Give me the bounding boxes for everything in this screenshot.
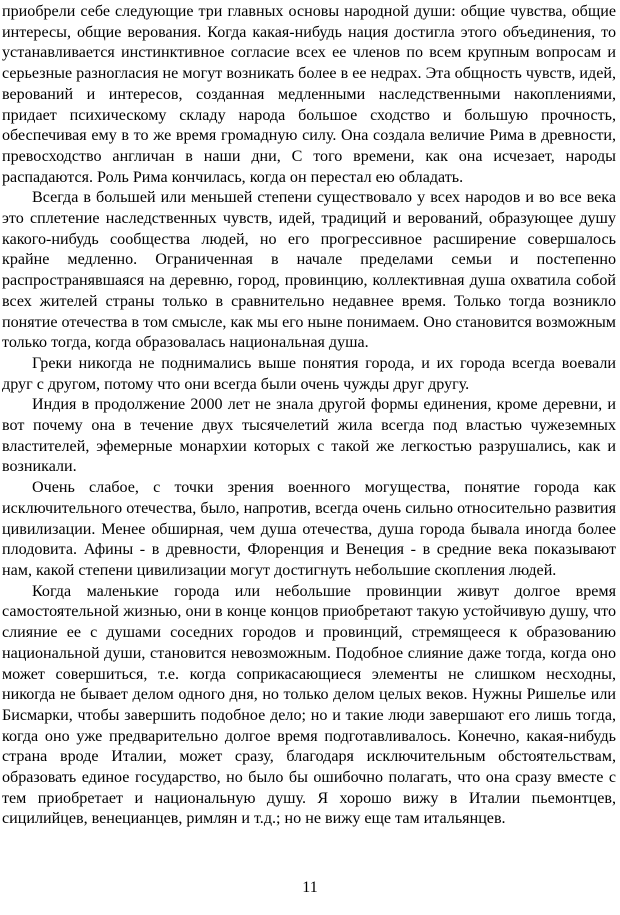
page-number: 11	[302, 879, 318, 896]
paragraph: Когда маленькие города или небольшие провинции живут долгое время самостоятельной жизнью, они в конце концов приобретают такую устойчивую душу, что слияние ее с душами соседних городов и провинций, стремящееся к образованию национальной души, становится невозможным. Подобное слияние даже тогда, когда оно может совершиться, т.е. когда соприкасающиеся элементы не слишком несходны, никогда не бывает делом одного дня, но только делом целых веков. Нужны Ришелье или Бисмарки, чтобы завершить подобное дело; но и такие люди завершают его лишь тогда, когда оно уже предварительно долгое время подготавливалось. Конечно, какая-нибудь страна вроде Италии, может сразу, благодаря исключительным обстоятельствам, образовать единое государство, но было бы ошибочно полагать, что она сразу вместе с тем приобретает и национальную душу. Я хорошо вижу в Италии пьемонтцев, сицилийцев, венецианцев, римлян и т.д.; но не вижу еще там итальянцев.	[2, 582, 616, 828]
paragraph: Очень слабое, с точки зрения военного могущества, понятие города как исключительного отечества, было, напротив, всегда очень сильно относительно развития цивилизации. Менее обширная, чем душа отечества, душа города бывала иногда более плодовита. Афины - в древности, Флоренция и Венеция - в средние века показывают нам, какой степени цивилизации могут достигнуть небольшие скопления людей.	[2, 479, 616, 579]
body-text	[2, 2, 616, 830]
paragraph: Греки никогда не поднимались выше понятия города, и их города всегда воевали друг с другом, потому что они всегда были очень чужды друг другу.	[2, 354, 616, 393]
paragraph: приобрели себе следующие три главных основы народной души: общие чувства, общие интересы, общие верования. Когда какая-нибудь нация достигла этого объединения, то устанавливается инстинктивное согласие всех ее членов по всем крупным вопросам и серьезные разногласия не могут возникать более в ее недрах. Эта общность чувств, идей, верований и интересов, созданная медленными наследственными накоплениями, придает психическому складу народа большое сходство и большую прочность, обеспечивая ему в то же время громадную силу. Она создала величие Рима в древности, превосходство англичан в наши дни, С того времени, как она исчезает, народы распадаются. Роль Рима кончилась, когда он перестал ею обладать.	[2, 3, 616, 186]
paragraph: Индия в продолжение 2000 лет не знала другой формы единения, кроме деревни, и вот почему она в течение двух тысячелетий жила всегда под властью чужеземных властителей, эфемерные монархии которых с такой же легкостью разрушались, как и возникали.	[2, 396, 616, 476]
paragraph: Всегда в большей или меньшей степени существовало у всех народов и во все века это сплетение наследственных чувств, идей, традиций и верований, образующее душу какого-нибудь сообщества людей, но его прогрессивное расширение совершалось крайне медленно. Ограниченная в начале пределами семьи и постепенно распространявшаяся на деревню, город, провинцию, коллективная душа охватила собой всех жителей страны только в сравнительно недавнее время. Только тогда возникло понятие отечества в том смысле, как мы его ныне понимаем. Оно становится возможным только тогда, когда образовалась национальная душа.	[2, 189, 616, 352]
